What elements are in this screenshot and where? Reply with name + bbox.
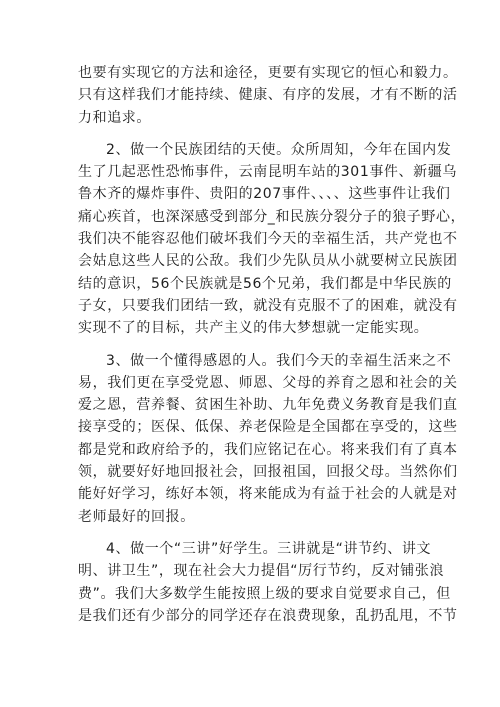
text-line: 领，就要好好地回报社会，回报祖国，回报父母。当然你们 xyxy=(78,464,458,481)
text-line: 子女，只要我们团结一致，就没有克服不了的困难，就没有 xyxy=(78,297,458,314)
paragraph-gap xyxy=(78,340,438,350)
text-line: 只有这样我们才能持续、健康、有序的发展，才有不断的活 xyxy=(78,87,458,104)
text-line: 费”。我们大多数学生能按照上级的要求自觉要求自己，但 xyxy=(78,585,451,602)
text-line: 4、做一个“三讲”好学生。三讲就是“讲节约、讲文 xyxy=(106,540,432,557)
text-line: 也要有实现它的方法和途径，更要有实现它的恒心和毅力。 xyxy=(78,65,458,81)
paragraph-gap xyxy=(78,129,438,139)
text-line: 3、做一个懂得感恩的人。我们今天的幸福生活来之不 xyxy=(106,352,452,369)
text-line: 生了几起恶性恐怖事件，云南昆明车站的301事件、新疆乌 xyxy=(78,164,457,181)
text-line: 力和追求。 xyxy=(78,109,151,126)
text-line: 接享受的；医保、低保、养老保险是全国都在享受的，这些 xyxy=(78,419,458,436)
text-line: 能好好学习，练好本领，将来能成为有益于社会的人就是对 xyxy=(78,486,458,503)
paragraph-gratitude xyxy=(78,350,458,528)
paragraph-three-talks xyxy=(78,538,458,627)
paragraph-ethnic-unity xyxy=(78,139,466,340)
text-line: 实现不了的目标，共产主义的伟大梦想就一定能实现。 xyxy=(78,320,429,337)
text-line: 2、做一个民族团结的天使。众所周知，今年在国内发 xyxy=(106,141,452,158)
text-line: 明、讲卫生”，现在社会大力提倡“厉行节约，反对铺张浪 xyxy=(78,563,445,580)
text-line: 老师最好的回报。 xyxy=(78,508,195,525)
paragraph-gap xyxy=(78,528,438,538)
text-line: 我们决不能容忍他们破坏我们今天的幸福生活，共产党也不 xyxy=(78,231,458,248)
text-line: 易，我们更在享受党恩、师恩、父母的养育之恩和社会的关 xyxy=(78,374,458,391)
text-line: 都是党和政府给予的，我们应铭记在心。将来我们有了真本 xyxy=(78,441,458,458)
document-body xyxy=(78,62,466,627)
text-line: 是我们还有少部分的同学还存在浪费现象，乱扔乱甩，不节 xyxy=(78,607,458,624)
text-line: 会姑息这些人民的公敌。我们少先队员从小就要树立民族团 xyxy=(78,253,458,270)
text-line: 鲁木齐的爆炸事件、贵阳的207事件、、、、这些事件让我们 xyxy=(78,186,451,203)
paragraph-continuation xyxy=(78,62,458,129)
text-line: 痛心疾首，也深深感受到部分_和民族分裂分子的狼子野心， xyxy=(78,208,466,225)
text-line: 爱之恩，营养餐、贫困生补助、九年免费义务教育是我们直 xyxy=(78,397,458,414)
text-line: 结的意识，56个民族就是56个兄弟，我们都是中华民族的 xyxy=(78,275,452,292)
